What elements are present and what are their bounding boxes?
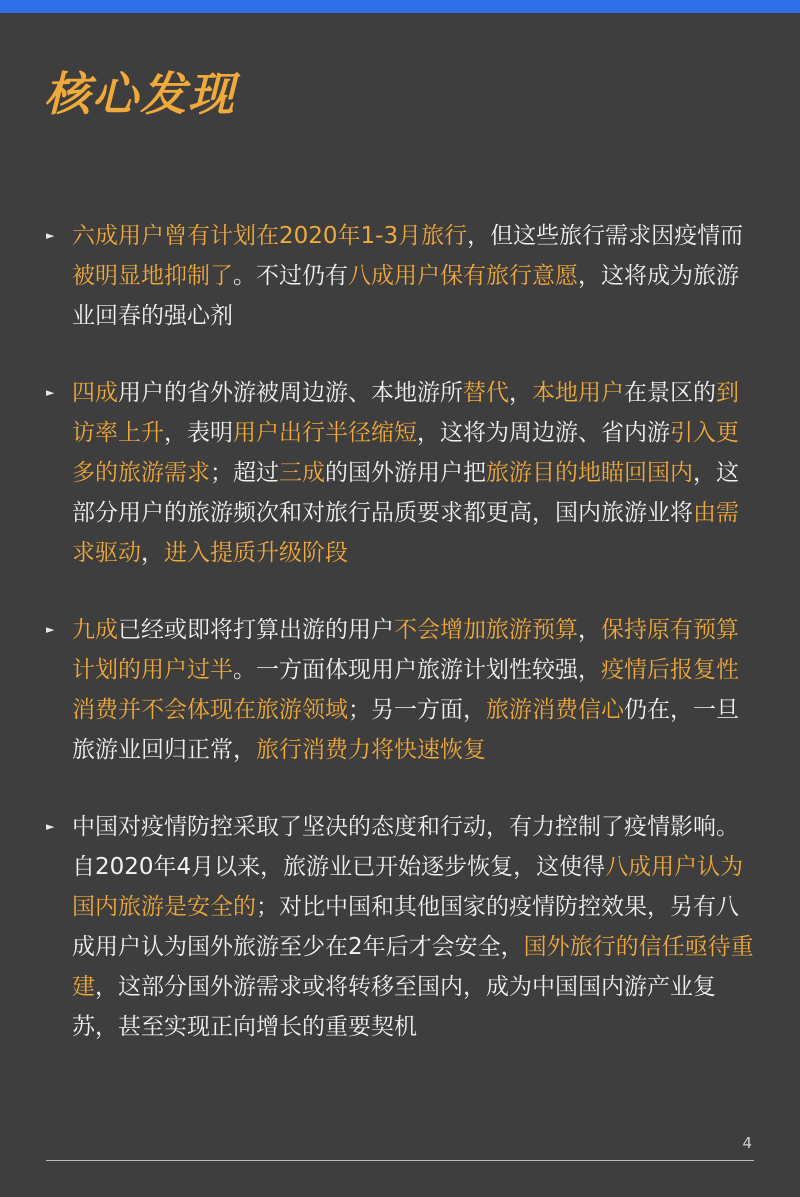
- highlighted-phrase: 疫情后报复性消费并不会体现在旅游领域: [72, 657, 739, 723]
- triangle-bullet-icon: ►: [46, 820, 55, 833]
- text-segment: 仍在，一旦旅游业回归正常，: [72, 697, 739, 763]
- highlighted-phrase: 六成用户曾有计划在2020年1-3月旅行: [72, 223, 468, 249]
- highlighted-phrase: 用户出行半径缩短: [233, 420, 417, 446]
- text-segment: ；对比中国和其他国家的疫情防控效果，另有八成用户认为国外旅游至少在2年后才会安全，: [72, 894, 739, 960]
- footer-divider: [46, 1160, 754, 1161]
- text-segment: 的国外游用户把: [325, 460, 486, 486]
- triangle-bullet-icon: ►: [46, 386, 55, 399]
- text-segment: 在景区的: [624, 380, 716, 406]
- finding-text: [72, 223, 743, 329]
- finding-item: [44, 216, 756, 336]
- top-accent-bar: [0, 0, 800, 13]
- highlighted-phrase: 九成: [72, 617, 118, 643]
- text-segment: ，: [141, 540, 164, 566]
- text-segment: ，: [509, 380, 532, 406]
- page-title: 核心发现: [44, 67, 236, 121]
- highlighted-phrase: 四成: [72, 380, 118, 406]
- highlighted-phrase: 本地用户: [532, 380, 624, 406]
- finding-text: [72, 617, 739, 763]
- text-segment: 中国对疫情防控采取了坚决的态度和行动，有力控制了疫情影响。自2020年4月以来，旅游业已开始逐步恢复，这使得: [72, 814, 739, 880]
- text-segment: 。不过仍有: [233, 263, 348, 289]
- findings-list: [44, 216, 756, 1084]
- triangle-bullet-icon: ►: [46, 623, 55, 636]
- highlighted-phrase: 国外旅行的信任亟待重建: [72, 934, 754, 1000]
- text-segment: 已经或即将打算出游的用户: [118, 617, 394, 643]
- highlighted-phrase: 旅行消费力将快速恢复: [256, 737, 486, 763]
- text-segment: ，这将为周边游、省内游: [417, 420, 670, 446]
- finding-item: [44, 373, 756, 573]
- highlighted-phrase: 被明显地抑制了: [72, 263, 233, 289]
- triangle-bullet-icon: ►: [46, 229, 55, 242]
- highlighted-phrase: 到访率上升: [72, 380, 739, 446]
- highlighted-phrase: 八成用户认为国内旅游是安全的: [72, 854, 744, 920]
- finding-text: [72, 380, 739, 566]
- highlighted-phrase: 进入提质升级阶段: [164, 540, 348, 566]
- highlighted-phrase: 旅游目的地瞄回国内: [486, 460, 693, 486]
- finding-item: [44, 610, 756, 770]
- text-segment: ，: [578, 617, 601, 643]
- highlighted-phrase: 三成: [279, 460, 325, 486]
- text-segment: 。一方面体现用户旅游计划性较强，: [233, 657, 601, 683]
- highlighted-phrase: 旅游消费信心: [486, 697, 624, 723]
- highlighted-phrase: 替代: [463, 380, 509, 406]
- text-segment: ，表明: [164, 420, 233, 446]
- text-segment: ，这将成为旅游业回春的强心剂: [72, 263, 739, 329]
- text-segment: ，这部分用户的旅游频次和对旅行品质要求都更高，国内旅游业将: [72, 460, 739, 526]
- highlighted-phrase: 由需求驱动: [72, 500, 739, 566]
- highlighted-phrase: 引入更多的旅游需求: [72, 420, 739, 486]
- highlighted-phrase: 保持原有预算计划的用户过半: [72, 617, 739, 683]
- text-segment: ，但这些旅行需求因疫情而: [467, 223, 744, 249]
- highlighted-phrase: 八成用户保有旅行意愿: [348, 263, 578, 289]
- highlighted-phrase: 不会增加旅游预算: [394, 617, 578, 643]
- text-segment: ；超过: [210, 460, 279, 486]
- finding-text: [72, 814, 754, 1040]
- text-segment: 用户的省外游被周边游、本地游所: [118, 380, 463, 406]
- text-segment: ；另一方面，: [348, 697, 486, 723]
- finding-item: [44, 807, 756, 1047]
- text-segment: ，这部分国外游需求或将转移至国内，成为中国国内游产业复苏，甚至实现正向增长的重要契机: [72, 974, 716, 1040]
- page-number: 4: [742, 1134, 752, 1152]
